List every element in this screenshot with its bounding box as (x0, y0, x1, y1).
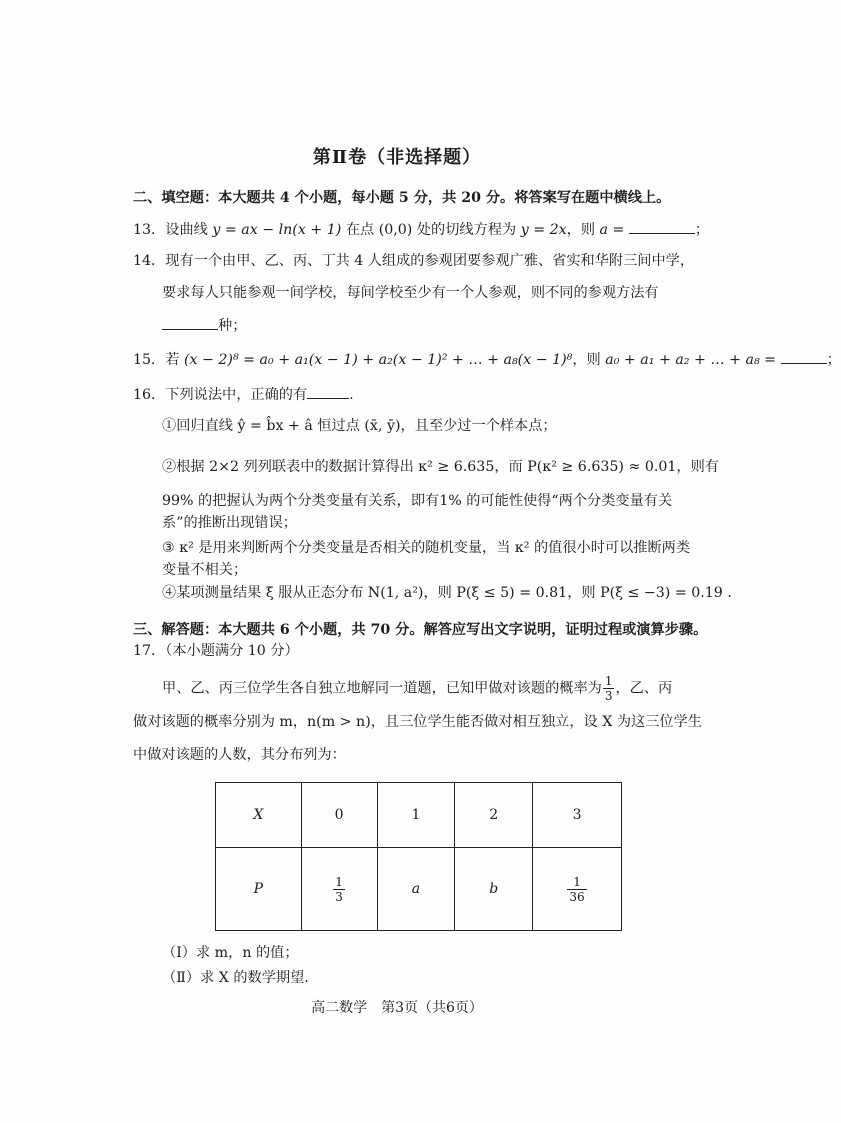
answer-section-header: 三、解答题：本大题共 6 个小题，共 70 分。解答应写出文字说明，证明过程或演算步骤。 (133, 622, 708, 638)
statement-2-line1: ②根据 2×2 列列联表中的数据计算得出 κ² ≥ 6.635，而 P(κ² ≥ 6.635) ≈ 0.01，则有 (162, 459, 719, 475)
fraction-one-third: $\frac{1}{3}$ (604, 674, 613, 703)
statement-2-line3: 系”的推断出现错误； (162, 515, 297, 531)
question-16: 16．下列说法中，正确的有 . (133, 384, 354, 405)
fraction-p0: $\frac{1}{3}$ (335, 874, 343, 904)
table-row (216, 848, 622, 931)
question-14-line3: 种； (162, 315, 246, 336)
table-cell: b (455, 848, 533, 931)
statement-3-line1: ③ κ² 是用来判断两个分类变量是否相关的随机变量，当 κ² 的值很小时可以推断两类 (162, 540, 691, 556)
question-17-title: 17．（本小题满分 10 分） (133, 643, 299, 659)
sub-question-1: （Ⅰ）求 m，n 的值； (162, 945, 299, 961)
question-13: 13．设曲线 y = ax − ln(x + 1) 在点 (0,0) 处的切线方程为 y = 2x，则 a = ； (133, 219, 709, 240)
question-15: 15．若 (x − 2)⁸ = a₀ + a₁(x − 1) + a₂(x − 1)² + … + a₈(x − 1)⁸，则 a₀ + a₁ + a₂ + … + a₈ = ； (133, 349, 841, 370)
section-title: 第Ⅱ卷（非选择题） (312, 147, 482, 168)
question-17-para-line1: 甲、乙、丙三位学生各自独立地解同一道题，已知甲做对该题的概率为 $\frac{1}{3}$ ，乙、丙 (162, 674, 673, 703)
answer-blank (307, 384, 349, 399)
table-cell: 3 (533, 783, 622, 848)
question-14-line1: 14．现有一个由甲、乙、丙、丁共 4 人组成的参观团要参观广雅、省实和华附三间中学， (133, 253, 695, 269)
statement-1: ①回归直线 ŷ = b̂x + â 恒过点 (x̄, ȳ)，且至少过一个样本点； (162, 418, 557, 434)
answer-blank (781, 349, 827, 364)
table-cell: a (377, 848, 455, 931)
table-row (216, 783, 622, 848)
question-17-para-line3: 中做对该题的人数，其分布列为： (133, 747, 346, 763)
question-14-line2: 要求每人只能参观一间学校，每间学校至少有一个人参观，则不同的参观方法有 (162, 285, 659, 301)
answer-blank (162, 315, 218, 330)
answer-blank (629, 219, 695, 234)
statement-2-line2: 99% 的把握认为两个分类变量有关系，即有1% 的可能性使得“两个分类变量有关 (162, 493, 673, 509)
table-cell (533, 848, 622, 931)
table-cell (301, 848, 377, 931)
question-17-para-line2: 做对该题的概率分别为 m，n(m > n)，且三位学生能否做对相互独立，设 X 为这三位学生 (133, 714, 702, 730)
statement-3-line2: 变量不相关； (162, 562, 248, 578)
fill-in-header: 二、填空题：本大题共 4 个小题，每小题 5 分，共 20 分。将答案写在题中横线上。 (133, 190, 671, 206)
table-cell: X (216, 783, 302, 848)
distribution-table (215, 782, 622, 931)
sub-question-2: （Ⅱ）求 X 的数学期望. (162, 970, 309, 986)
fraction-p3: $\frac{1}{36}$ (569, 874, 585, 904)
statement-4: ④某项测量结果 ξ 服从正态分布 N(1, a²)，则 P(ξ ≤ 5) = 0.81，则 P(ξ ≤ −3) = 0.19 . (162, 585, 732, 601)
table-cell: 2 (455, 783, 533, 848)
table-cell: 0 (301, 783, 377, 848)
table-cell: 1 (377, 783, 455, 848)
page-footer: 高二数学 第3页（共6页） (311, 1000, 483, 1016)
table-cell: P (216, 848, 302, 931)
